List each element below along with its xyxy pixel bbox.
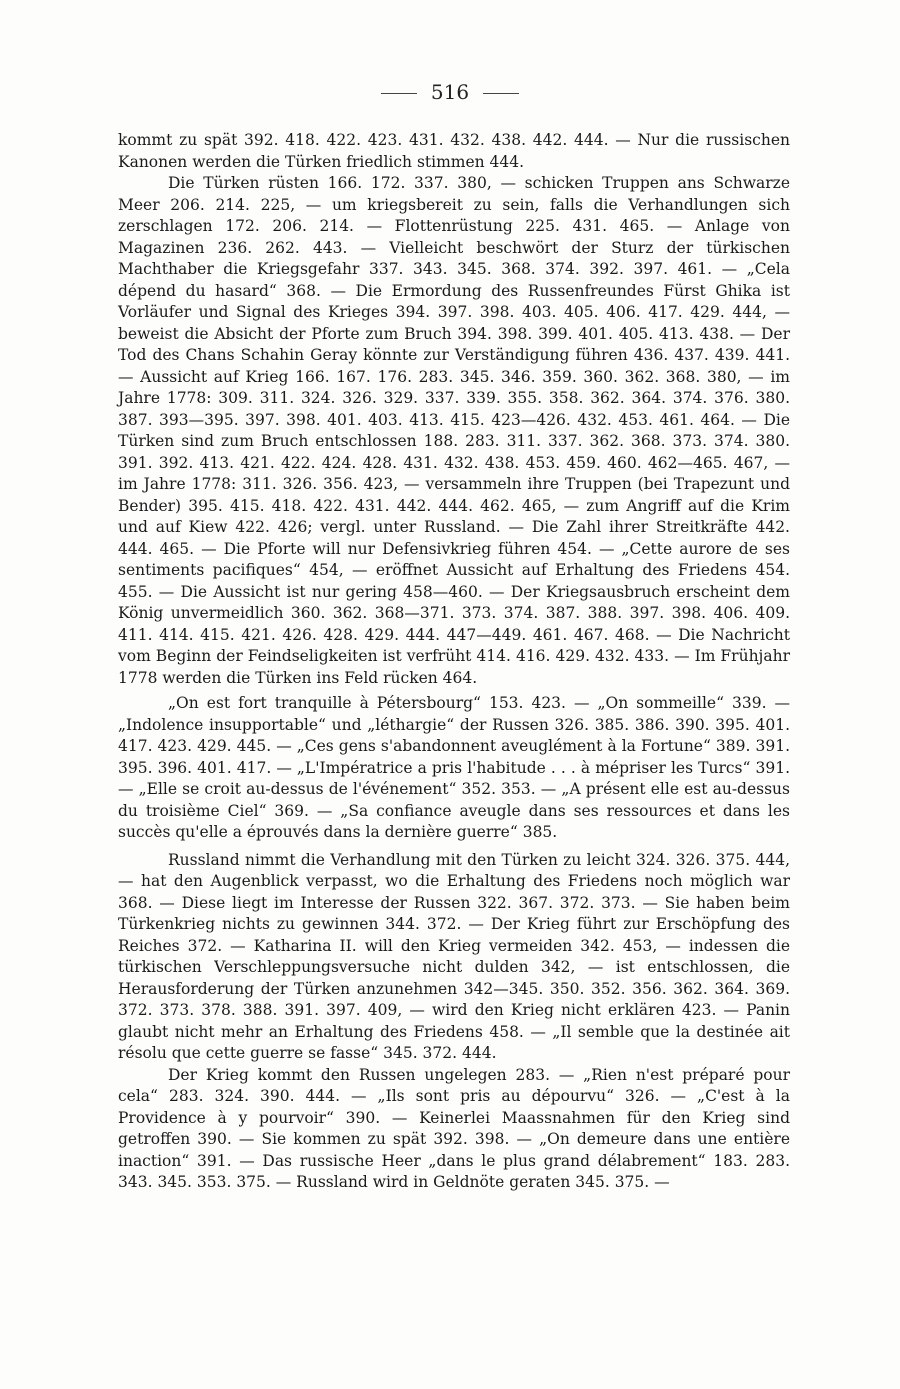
paragraph-4: Russland nimmt die Verhandlung mit den Türken zu leicht 324. 326. 375. 444, — hat den Augenblick verpasst, wo die Erhaltung des Friedens noch möglich war 368. — Diese liegt im Interesse der Russen 322. 367. 372. 373. — Sie haben beim Türkenkrieg nichts zu gewinnen 344. 372. — Der Krieg führt zur Erschöpfung des Reiches 372. — Katharina II. will den Krieg vermeiden 342. 453, — indessen die türkischen Verschleppungsversuche nicht dulden 342, — ist entschlossen, die Herausforderung der Türken anzunehmen 342—345. 350. 352. 356. 362. 364. 369. 372. 373. 378. 388. 391. 397. 409, — wird den Krieg nicht erklären 423. — Panin glaubt nicht mehr an Erhaltung des Friedens 458. — „Il semble que la destinée ait résolu que cette guerre se fasse“ 345. 372. 444.: [118, 850, 790, 1062]
header-rule-right: [483, 93, 519, 94]
paragraph-3: „On est fort tranquille à Pétersbourg“ 153. 423. — „On sommeille“ 339. — „Indolence insupportable“ und „léthargie“ der Russen 326. 385. 386. 390. 395. 401. 417. 423. 429. 445. — „Ces gens s'abandonnent aveuglément à la Fortune“ 389. 391. 395. 396. 401. 417. — „L'Impératrice a pris l'habitude . . . à mépriser les Turcs“ 391. — „Elle se croit au-dessus de l'événement“ 352. 353. — „A présent elle est au-dessus du troisième Ciel“ 369. — „Sa confiance aveugle dans ses ressources et dans les succès qu'elle a éprouvés dans la dernière guerre“ 385.: [118, 694, 790, 841]
paragraph-1: kommt zu spät 392. 418. 422. 423. 431. 432. 438. 442. 444. — Nur die russischen Kanonen werden die Türken friedlich stimmen 444.: [118, 131, 790, 171]
paragraph-2: Die Türken rüsten 166. 172. 337. 380, — schicken Truppen ans Schwarze Meer 206. 214. 225, — um kriegsbereit zu sein, falls die Verhandlungen sich zerschlagen 172. 206. 214. — Flottenrüstung 225. 431. 465. — Anlage von Magazinen 236. 262. 443. — Vielleicht beschwört der Sturz der türkischen Machthaber die Kriegsgefahr 337. 343. 345. 368. 374. 392. 397. 461. — „Cela dépend du hasard“ 368. — Die Ermordung des Russenfreundes Fürst Ghika ist Vorläufer und Signal des Krieges 394. 397. 398. 403. 405. 406. 417. 429. 444, — beweist die Absicht der Pforte zum Bruch 394. 398. 399. 401. 405. 413. 438. — Der Tod des Chans Schahin Geray könnte zur Verständigung führen 436. 437. 439. 441. — Aussicht auf Krieg 166. 167. 176. 283. 345. 346. 359. 360. 362. 368. 380, — im Jahre 1778: 309. 311. 324. 326. 329. 337. 339. 355. 358. 362. 364. 374. 376. 380. 387. 393—395. 397. 398. 401. 403. 413. 415. 423—426. 432. 453. 461. 464. — Die Türken sind zum Bruch entschlossen 188. 283. 311. 337. 362. 368. 373. 374. 380. 391. 392. 413. 421. 422. 424. 428. 431. 432. 438. 453. 459. 460. 462—465. 467, — im Jahre 1778: 311. 326. 356. 423, — versammeln ihre Truppen (bei Trapezunt und Bender) 395. 415. 418. 422. 431. 442. 444. 462. 465, — zum Angriff auf die Krim und auf Kiew 422. 426; vergl. unter Russland. — Die Zahl ihrer Streitkräfte 442. 444. 465. — Die Pforte will nur Defensivkrieg führen 454. — „Cette aurore de ses sentiments pacifiques“ 454, — eröffnet Aussicht auf Erhaltung des Friedens 454. 455. — Die Aussicht ist nur gering 458—460. — Der Kriegsausbruch erscheint dem König unvermeidlich 360. 362. 368—371. 373. 374. 387. 388. 397. 398. 406. 409. 411. 414. 415. 421. 426. 428. 429. 444. 447—449. 461. 467. 468. — Die Nachricht vom Beginn der Feindseligkeiten ist verfrüht 414. 416. 429. 432. 433. — Im Frühjahr 1778 werden die Türken ins Feld rücken 464.: [118, 174, 790, 687]
page-header: [0, 80, 900, 104]
body-text: [118, 130, 790, 1194]
header-rule-left: [381, 93, 417, 94]
page-number: 516: [430, 80, 470, 104]
paragraph-5: Der Krieg kommt den Russen ungelegen 283. — „Rien n'est préparé pour cela“ 283. 324. 390. 444. — „Ils sont pris au dépourvu“ 326. — „C'est à la Providence à y pourvoir“ 390. — Keinerlei Maassnahmen für den Krieg sind getroffen 390. — Sie kommen zu spät 392. 398. — „On demeure dans une entière inaction“ 391. — Das russische Heer „dans le plus grand délabrement“ 183. 283. 343. 345. 353. 375. — Russland wird in Geldnöte geraten 345. 375. —: [118, 1065, 790, 1191]
